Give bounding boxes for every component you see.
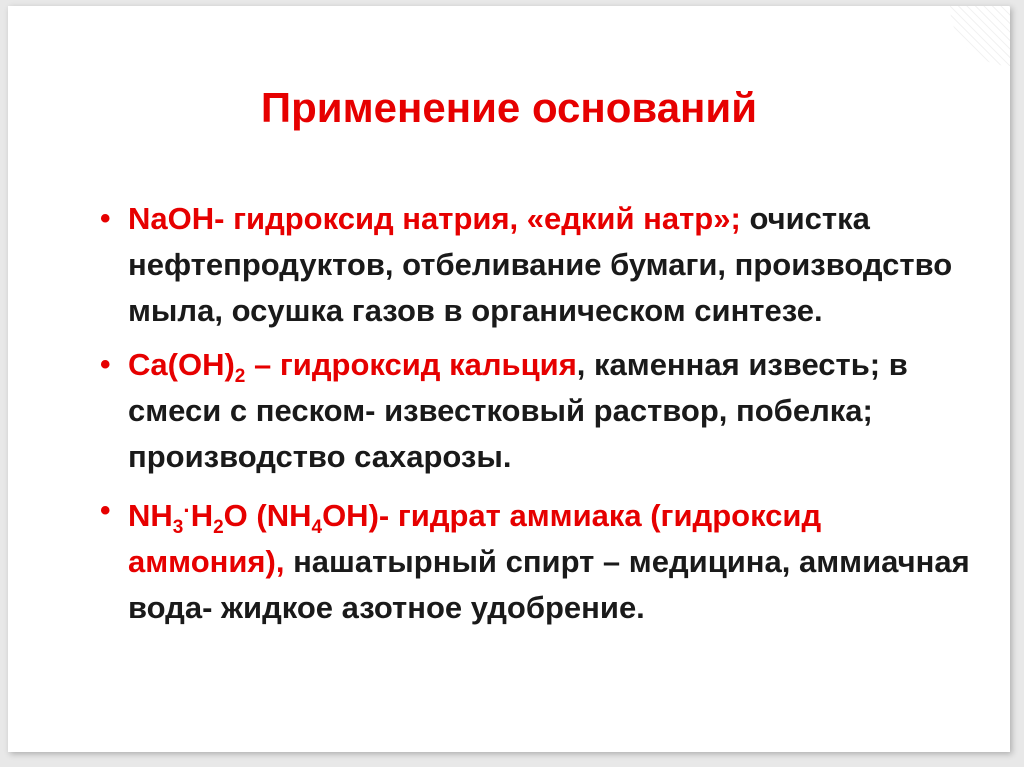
corner-decoration [950,6,1010,66]
slide [8,6,1010,752]
formula: NaOH [128,201,215,236]
bullet-icon: • [100,494,111,527]
list-item [100,196,984,334]
bullet-icon: • [100,348,111,381]
bullet-list [100,196,984,639]
formula-part: OH)- [322,498,390,533]
formula [128,498,390,538]
slide-title: Применение оснований [260,84,758,131]
formula-subscript: 2 [213,517,224,538]
formula-dot: · [183,498,191,523]
compound-name: гидроксид кальция [279,347,577,382]
item-description: , каменная известь; в смеси с песком- известковый раствор, побелка; производство сахарозы. [128,347,908,474]
list-item [100,488,984,631]
formula-subscript: 2 [234,366,246,387]
list-item [100,342,984,480]
dash: - [214,201,225,236]
dash: – [253,347,272,382]
item-description: нашатырный спирт – медицина, аммиачная вода- жидкое азотное удобрение. [128,544,970,625]
formula-subscript: 3 [172,517,184,538]
formula [128,347,246,387]
formula-part: NH [128,498,173,533]
formula-base: Ca(OH) [128,347,235,382]
item-description: очистка нефтепродуктов, отбеливание бумаги, производство мыла, осушка газов в органическом синтезе. [128,201,953,328]
compound-name: гидрат аммиака (гидроксид аммония), [128,498,822,579]
formula-part: O (NH [223,498,312,533]
formula-subscript: 4 [311,517,323,538]
bullet-icon: • [100,202,111,235]
formula-part: H [190,498,214,533]
compound-name: гидроксид натрия, «едкий натр»; [233,201,741,236]
